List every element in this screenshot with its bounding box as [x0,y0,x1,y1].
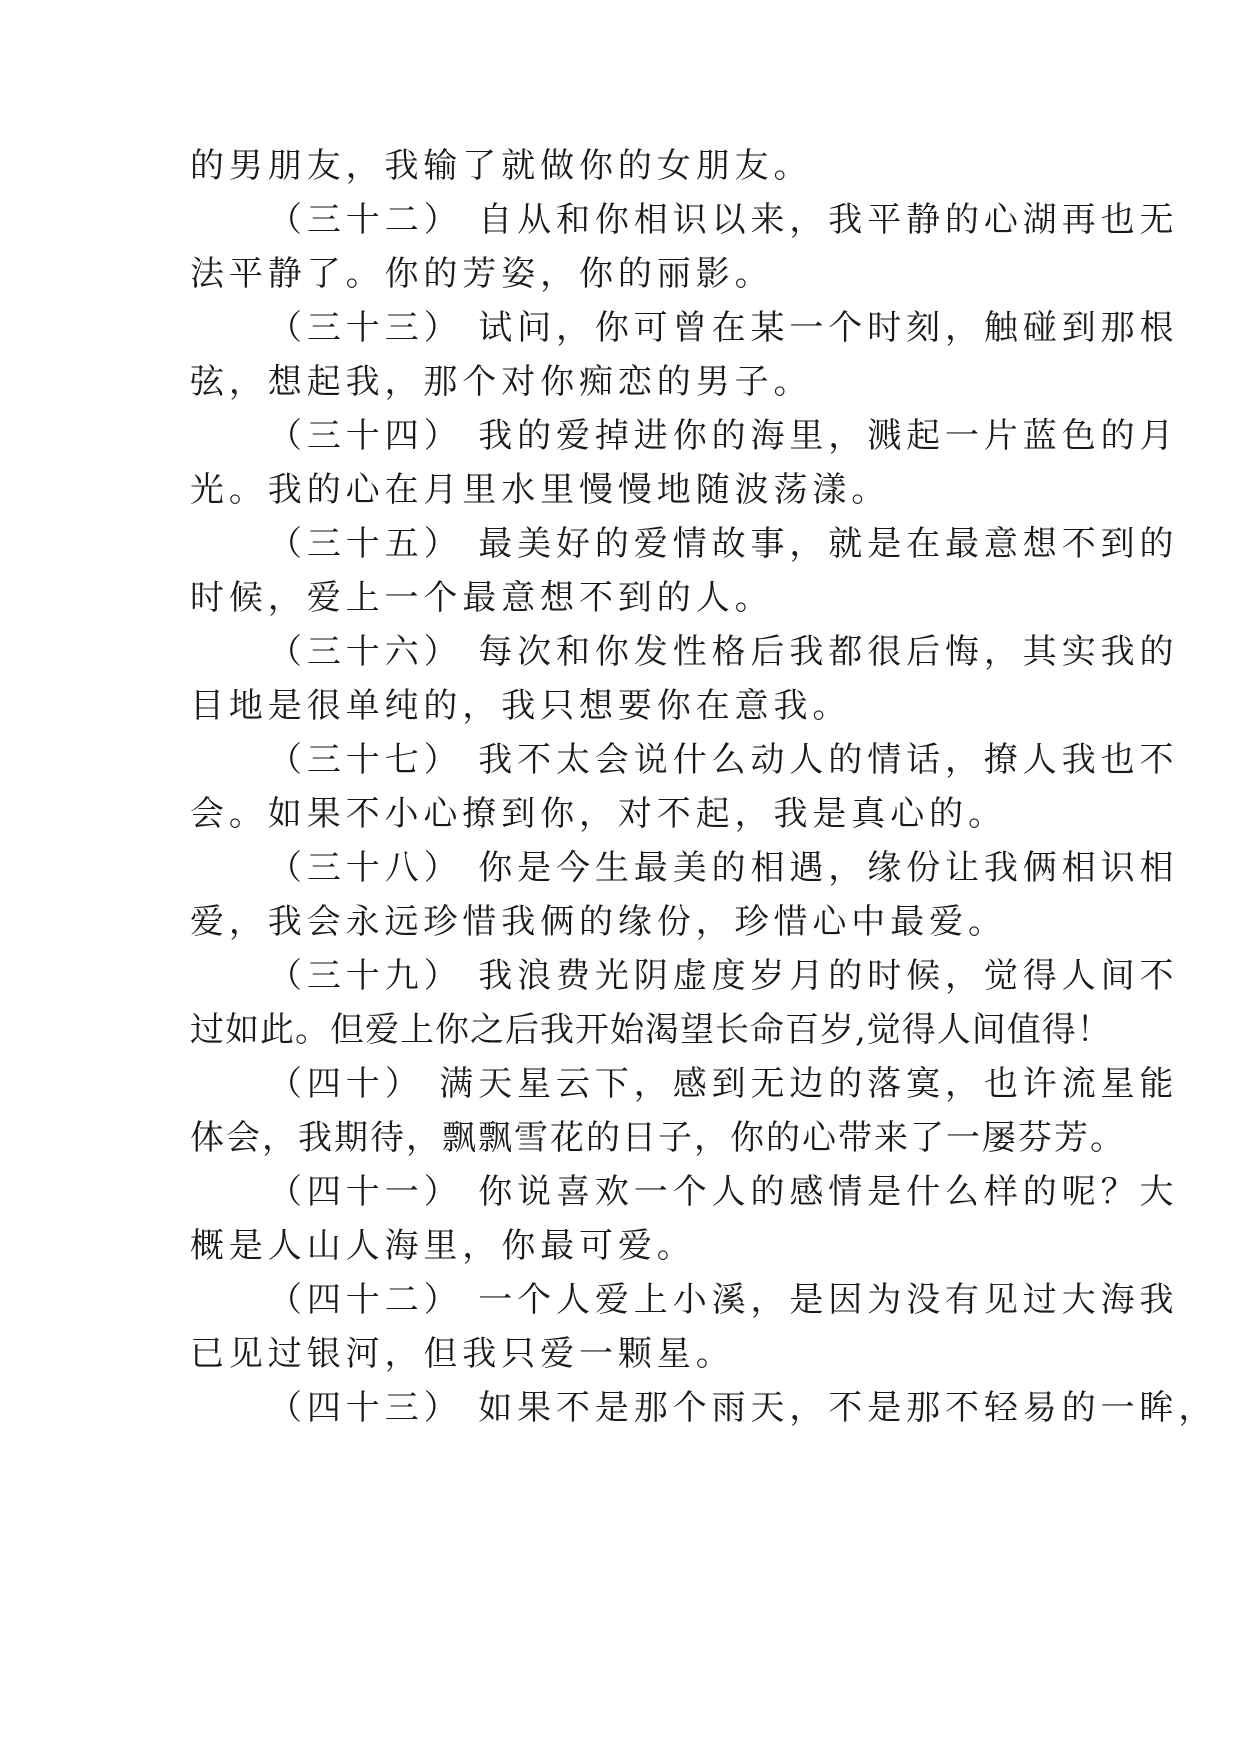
text-line: 的男朋友，我输了就做你的女朋友。 [190,146,813,186]
text-line: 弦，想起我，那个对你痴恋的男子。 [190,362,813,402]
text-line: 爱，我会永远珍惜我俩的缘份，珍惜心中最爱。 [190,902,1007,942]
text-line: （三十五） 最美好的爱情故事，就是在最意想不到的 [268,524,1179,564]
text-line: （四十二） 一个人爱上小溪，是因为没有见过大海我 [268,1280,1179,1320]
text-line: 法平静了。你的芳姿，你的丽影。 [190,254,774,294]
text-line: 光。我的心在月里水里慢慢地随波荡漾。 [190,470,891,510]
text-line: （三十九） 我浪费光阴虚度岁月的时候，觉得人间不 [268,956,1179,996]
text-line: 体会，我期待，飘飘雪花的日子，你的心带来了一屡芬芳。 [190,1118,1126,1158]
text-line: （三十二） 自从和你相识以来，我平静的心湖再也无 [268,200,1179,240]
text-line: 概是人山人海里，你最可爱。 [190,1226,696,1266]
text-line: （三十七） 我不太会说什么动人的情话，撩人我也不 [268,740,1179,780]
text-line: 过如此。但爱上你之后我开始渴望长命百岁,觉得人间值得！ [190,1010,1112,1050]
text-line: 已见过银河，但我只爱一颗星。 [190,1334,735,1374]
text-line: （四十三） 如果不是那个雨天，不是那不轻易的一眸， [268,1388,1218,1428]
text-line: 目地是很单纯的，我只想要你在意我。 [190,686,852,726]
text-line: （四十） 满天星云下，感到无边的落寞，也许流星能 [268,1064,1179,1104]
text-line: （三十八） 你是今生最美的相遇，缘份让我俩相识相 [268,848,1179,888]
text-line: 时候，爱上一个最意想不到的人。 [190,578,774,618]
text-line: （三十三） 试问，你可曾在某一个时刻，触碰到那根 [268,308,1179,348]
text-line: （三十六） 每次和你发性格后我都很后悔，其实我的 [268,632,1179,672]
text-line: （四十一） 你说喜欢一个人的感情是什么样的呢？大 [268,1172,1179,1212]
text-line: 会。如果不小心撩到你，对不起，我是真心的。 [190,794,1007,834]
text-line: （三十四） 我的爱掉进你的海里，溅起一片蓝色的月 [268,416,1179,456]
